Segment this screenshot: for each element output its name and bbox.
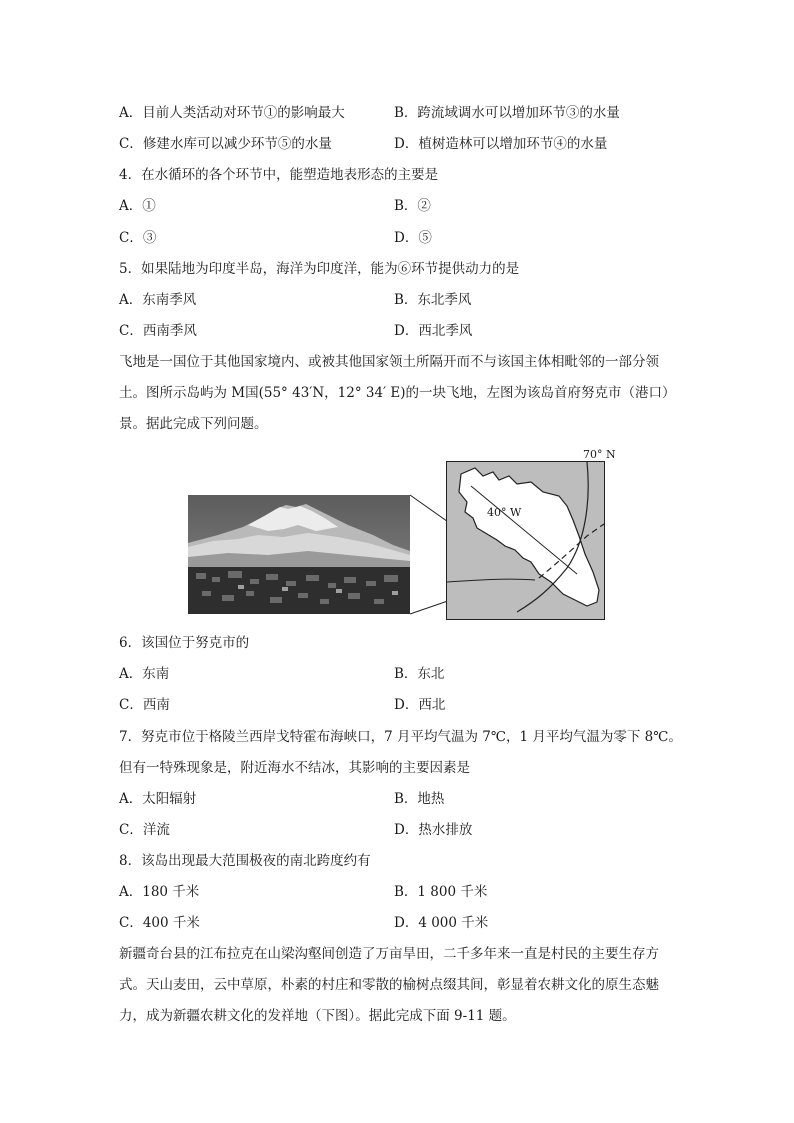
q4-stem: 4．在水循环的各个环节中，能塑造地表形态的主要是 bbox=[119, 167, 439, 183]
island-map-drawing bbox=[447, 462, 604, 619]
passage1-line3: 景。据此完成下列问题。 bbox=[119, 416, 268, 432]
passage1-line1: 飞地是一国位于其他国家境内、或被其他国家领土所隔开而不与该国主体相毗邻的一部分领 bbox=[119, 354, 659, 370]
q7-option-c: C．洋流 bbox=[119, 822, 170, 838]
passage1-line2: 土。图所示岛屿为 M国(55° 43′N，12° 34′ E)的一块飞地，左图为该岛首府努克市（港口） bbox=[119, 385, 676, 401]
q8-option-b: B．1 800 千米 bbox=[394, 884, 488, 900]
q4-option-a: A．① bbox=[119, 198, 156, 214]
q5-option-c: C．西南季风 bbox=[119, 323, 197, 339]
q5-option-d: D．西北季风 bbox=[394, 323, 473, 339]
q8-option-c: C．400 千米 bbox=[119, 915, 200, 931]
passage2-line1: 新疆奇台县的江布拉克在山梁沟壑间创造了万亩旱田，二千多年来一直是村民的主要生存方 bbox=[119, 946, 659, 962]
q7-stem-line1: 7．努克市位于格陵兰西岸戈特霍布海峡口，7 月平均气温为 7℃，1 月平均气温为零下 8℃。 bbox=[119, 729, 682, 745]
q8-stem: 8．该岛出现最大范围极夜的南北跨度约有 bbox=[119, 853, 371, 869]
q5-stem: 5．如果陆地为印度半岛，海洋为印度洋，能为⑥环节提供动力的是 bbox=[119, 261, 520, 277]
q6-stem: 6．该国位于努克市的 bbox=[119, 635, 250, 651]
q7-option-a: A．太阳辐射 bbox=[119, 791, 197, 807]
q4-option-d: D．⑤ bbox=[394, 230, 432, 246]
q4-option-c: C．③ bbox=[119, 230, 157, 246]
passage2-line3: 力，成为新疆农耕文化的发祥地（下图）。据此完成下面 9-11 题。 bbox=[119, 1008, 516, 1024]
q6-option-b: B．东北 bbox=[394, 666, 445, 682]
q6-option-a: A．东南 bbox=[119, 666, 170, 682]
q3-option-a: A．目前人类活动对环节①的影响最大 bbox=[119, 105, 345, 121]
q3-option-b: B．跨流域调水可以增加环节③的水量 bbox=[394, 105, 620, 121]
nuuk-photo-drawing bbox=[188, 495, 410, 614]
q7-option-d: D．热水排放 bbox=[394, 822, 473, 838]
q8-option-d: D．4 000 千米 bbox=[394, 915, 489, 931]
q5-option-b: B．东北季风 bbox=[394, 292, 472, 308]
island-map bbox=[446, 461, 605, 620]
q7-option-b: B．地热 bbox=[394, 791, 445, 807]
nuuk-harbor-photo bbox=[188, 495, 410, 614]
passage2-line2: 式。天山麦田，云中草原，朴素的村庄和零散的榆树点缀其间，彰显着农耕文化的原生态魅 bbox=[119, 977, 659, 993]
q8-option-a: A．180 千米 bbox=[119, 884, 200, 900]
longitude-label: 40° W bbox=[487, 506, 522, 519]
q6-option-d: D．西北 bbox=[394, 697, 446, 713]
q7-stem-line2: 但有一特殊现象是，附近海水不结冰，其影响的主要因素是 bbox=[119, 760, 470, 776]
latitude-label: 70° N bbox=[583, 448, 616, 461]
q6-option-c: C．西南 bbox=[119, 697, 170, 713]
q4-option-b: B．② bbox=[394, 198, 431, 214]
q3-option-d: D．植树造林可以增加环节④的水量 bbox=[394, 136, 608, 152]
q5-option-a: A．东南季风 bbox=[119, 292, 197, 308]
q3-option-c: C．修建水库可以减少环节⑤的水量 bbox=[119, 136, 332, 152]
